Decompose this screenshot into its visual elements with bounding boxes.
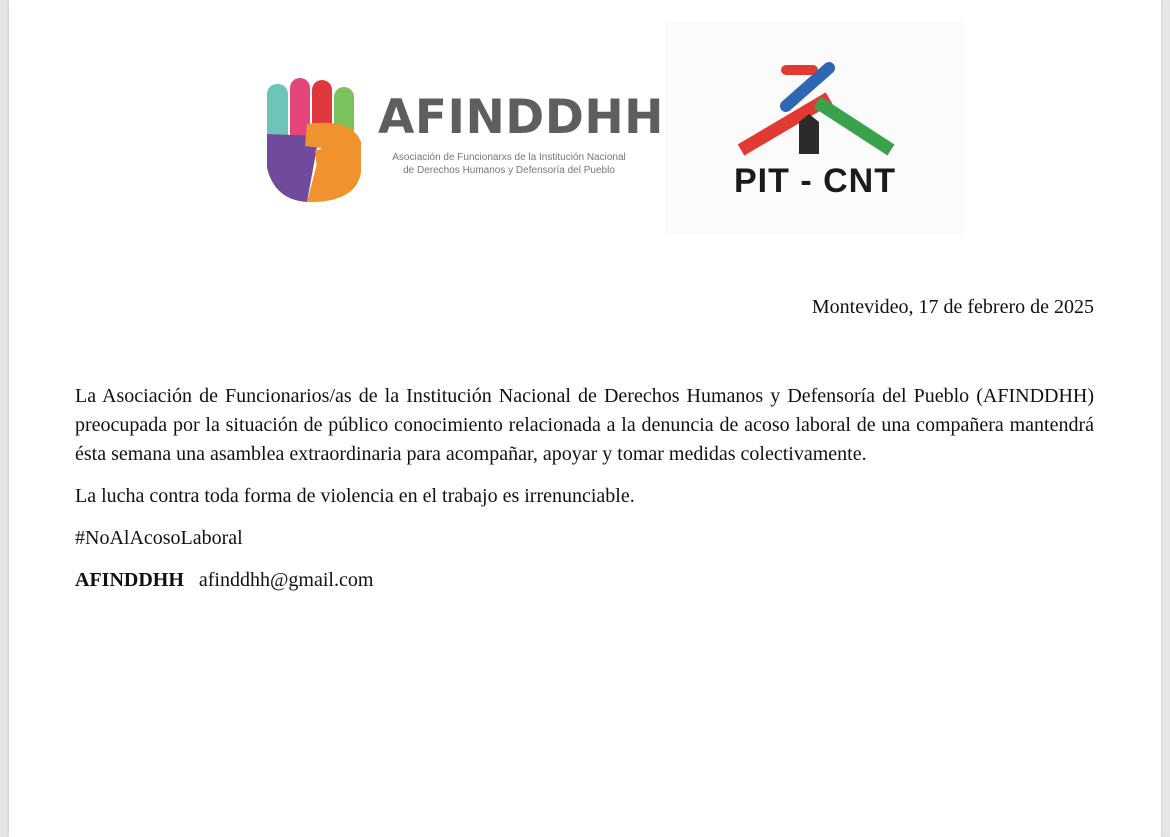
document-page [9,0,1161,837]
signature-email: afinddhh@gmail.com [198,569,374,591]
afinddhh-logo-subtitle [378,151,640,177]
afinddhh-logo-name: AFINDDHH [378,90,664,145]
afinddhh-subtitle-line-1: Asociación de Funcionarxs de la Institución Nacional [392,152,626,163]
pit-cnt-emblem-icon [731,58,901,158]
pit-cnt-logo-name: PIT - CNT [734,162,896,200]
signature [75,566,1094,595]
afinddhh-subtitle-line-2: de Derechos Humanos y Defensoría del Pueblo [403,165,615,176]
document-date: Montevideo, 17 de febrero de 2025 [811,296,1094,318]
raised-fist-icon [257,72,367,207]
pit-cnt-logo [665,22,965,234]
signature-organization: AFINDDHH [75,569,184,591]
statement-paragraph: La Asociación de Funcionarios/as de la Institución Nacional de Derechos Humanos y Defensoría del Pueblo (AFINDDHH) preocupada por la situación de público conocimiento relacionada a la denuncia de acoso laboral de una compañera mantendrá ésta semana una asamblea extraordinaria para acompañar, apoyar y tomar medidas colectivamente. [75,385,1094,465]
closing-paragraph: La lucha contra toda forma de violencia en el trabajo es irrenunciable. [75,485,635,507]
document-body [75,382,1094,608]
hashtag: #NoAlAcosoLaboral [75,527,243,549]
afinddhh-logo [257,72,664,212]
